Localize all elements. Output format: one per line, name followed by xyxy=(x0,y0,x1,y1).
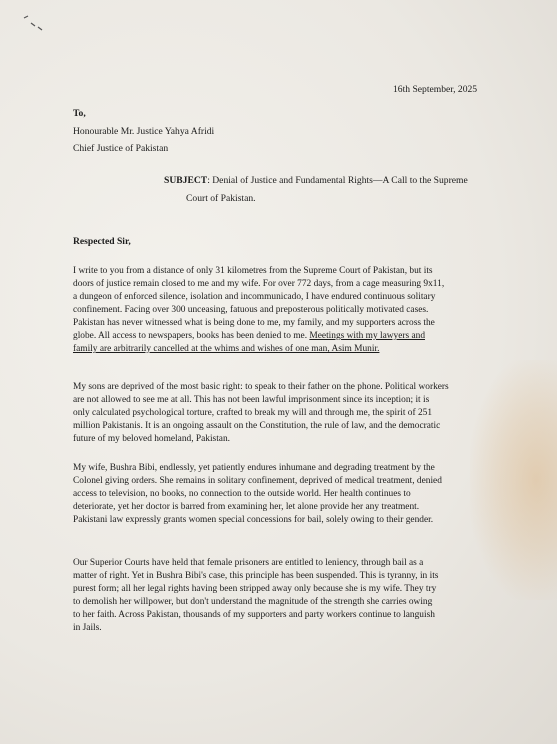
to-label: To, xyxy=(73,108,86,119)
salutation: Respected Sir, xyxy=(73,236,131,247)
subject-line xyxy=(164,174,468,187)
text-line: purest form; all her legal rights having been stripped away only because she is my wife. They try xyxy=(73,584,437,594)
text-line: doors of justice remain closed to me and my wife. For over 772 days, from a cage measuring 9x11, xyxy=(73,279,445,289)
text-line: are not allowed to see me at all. This has not been lawful imprisonment since its inception; it is xyxy=(73,395,430,405)
pen-mark-icon xyxy=(22,14,46,34)
letter-date: 16th September, 2025 xyxy=(393,84,478,95)
text-line: My wife, Bushra Bibi, endlessly, yet patiently endures inhumane and degrading treatment by the xyxy=(73,463,435,473)
text-line: confinement. Facing over 300 unceasing, fatuous and preposterous politically motivated cases. xyxy=(73,305,429,315)
text-line: future of my beloved homeland, Pakistan. xyxy=(73,434,230,444)
underlined-text: family are arbitrarily cancelled at the whims and wishes of one man, Asim Munir. xyxy=(73,344,380,354)
paragraph-3 xyxy=(73,462,523,527)
text-segment: globe. All access to newspapers, books has been denied to me. xyxy=(73,331,310,341)
subject-label: SUBJECT xyxy=(164,175,208,186)
text-line: deteriorate, yet her doctor is barred from examining her, let alone provide her any treatment. xyxy=(73,502,420,512)
text-line: only calculated psychological torture, crafted to break my will and through me, the spirit of 251 xyxy=(73,408,433,418)
paragraph-4 xyxy=(73,557,523,635)
text-line: access to television, no books, no connection to the outside world. Her health continues to xyxy=(73,489,411,499)
recipient-title: Chief Justice of Pakistan xyxy=(73,143,169,154)
subject-text: : Denial of Justice and Fundamental Rights—A Call to the Supreme xyxy=(207,175,468,186)
text-line: I write to you from a distance of only 31 kilometres from the Supreme Court of Pakistan, but its xyxy=(73,266,433,276)
text-line: in Jails. xyxy=(73,623,102,633)
text-line: Pakistan has never witnessed what is being done to me, my family, and my supporters across the xyxy=(73,318,435,328)
text-line: a dungeon of enforced silence, isolation and incommunicado, I have endured continuous solitary xyxy=(73,292,436,302)
recipient-name: Honourable Mr. Justice Yahya Afridi xyxy=(73,126,215,137)
text-line: Pakistani law expressly grants women special concessions for bail, solely owing to their gender. xyxy=(73,515,434,525)
underlined-text: Meetings with my lawyers and xyxy=(309,331,426,341)
text-line: to demolish her willpower, but don't understand the magnitude of the strength she carries owing xyxy=(73,597,433,607)
text-line: My sons are deprived of the most basic right: to speak to their father on the phone. Political workers xyxy=(73,382,449,392)
text-line: Colonel giving orders. She remains in solitary confinement, deprived of medical treatment, denied xyxy=(73,476,442,486)
text-line: matter of right. Yet in Bushra Bibi's case, this principle has been suspended. This is tyranny, in its xyxy=(73,571,439,581)
paragraph-2 xyxy=(73,381,523,446)
text-line: Our Superior Courts have held that female prisoners are entitled to leniency, through bail as a xyxy=(73,558,424,568)
paragraph-1 xyxy=(73,265,523,356)
subject-line-2: Court of Pakistan. xyxy=(186,193,256,204)
text-line xyxy=(73,330,523,343)
text-line: to her faith. Across Pakistan, thousands of my supporters and party workers continue to languish xyxy=(73,610,435,620)
text-line: million Pakistanis. It is an ongoing assault on the Constitution, the rule of law, and the democratic xyxy=(73,421,441,431)
